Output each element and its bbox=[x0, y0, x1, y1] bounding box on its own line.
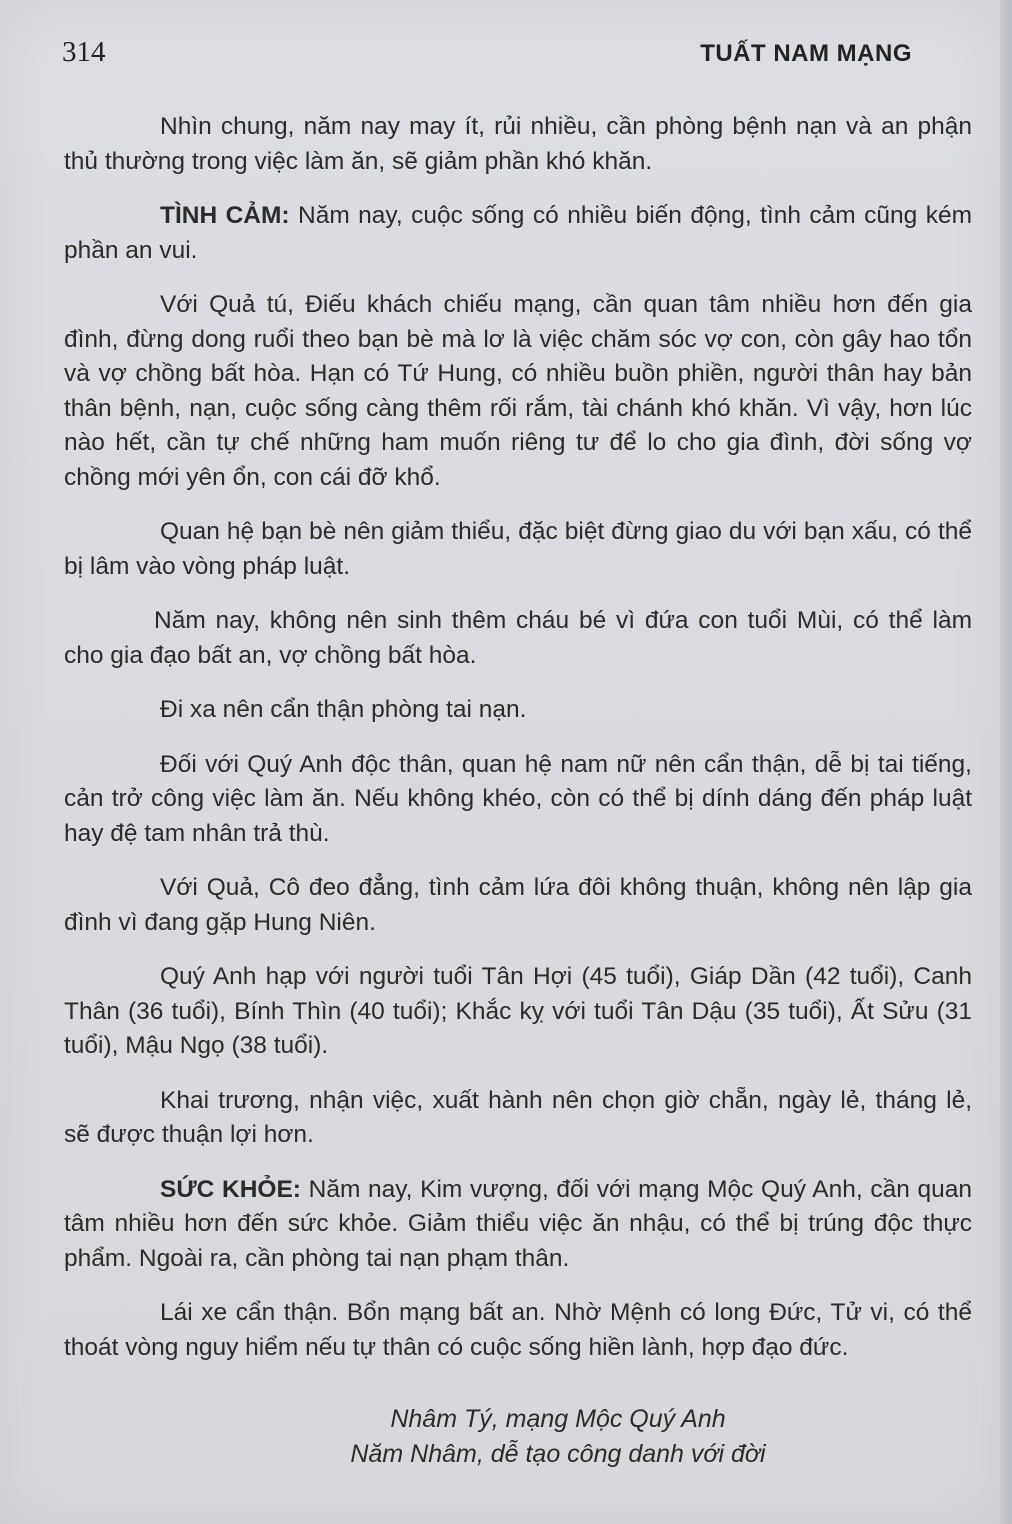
paragraph-text: Năm nay, không nên sinh thêm cháu bé vì đứa con tuổi Mùi, có thể làm cho gia đạo bất an, vợ chồng bất hòa. bbox=[64, 607, 972, 669]
paragraph-text: Đối với Quý Anh độc thân, quan hệ nam nữ nên cẩn thận, dễ bị tai tiếng, cản trở công việc làm ăn. Nếu không khéo, còn có thể bị dính dáng đến pháp luật hay đệ tam nhân trả thù. bbox=[64, 750, 972, 847]
paragraph-text: Năm nay, cuộc sống có nhiều biến động, tình cảm cũng kém phần an vui. bbox=[64, 202, 972, 264]
paragraph-text: Với Quả tú, Điếu khách chiếu mạng, cần quan tâm nhiều hơn đến gia đình, đừng dong ruổi theo bạn bè mà lơ là việc chăm sóc vợ con, còn gây hao tổn và vợ chồng bất hòa. Hạn có Tứ Hung, có nhiều buồn phiền, người thân hay bản thân bệnh, nạn, cuộc sống càng thêm rối rắm, tài chánh khó khăn. Vì vậy, hơn lúc nào hết, cần tự chế những ham muốn riêng tư để lo cho gia đình, đời sống vợ chồng mới yên ổn, con cái đỡ khổ. bbox=[64, 291, 972, 491]
paragraph bbox=[64, 871, 972, 940]
page-number: 314 bbox=[62, 36, 106, 68]
page-header bbox=[62, 36, 912, 76]
paragraph bbox=[64, 748, 972, 852]
paragraph bbox=[64, 960, 972, 1064]
section-label-tinh-cam: TÌNH CẢM: bbox=[160, 202, 290, 229]
section-caption bbox=[64, 1402, 972, 1472]
section-label-suc-khoe: SỨC KHỎE: bbox=[160, 1175, 301, 1203]
paragraph-text: Lái xe cẩn thận. Bổn mạng bất an. Nhờ Mệnh có long Đức, Tử vi, có thể thoát vòng nguy hiểm nếu tự thân có cuộc sống hiền lành, hợp đạo đức. bbox=[64, 1299, 972, 1361]
caption-line-2: Năm Nhâm, dễ tạo công danh với đời bbox=[350, 1440, 766, 1468]
paragraph-section-suc-khoe bbox=[64, 1173, 972, 1277]
paragraph-text: Quan hệ bạn bè nên giảm thiểu, đặc biệt đừng giao du với bạn xấu, có thể bị lâm vào vòng pháp luật. bbox=[64, 518, 972, 580]
paragraph-text: Năm nay, Kim vượng, đối với mạng Mộc Quý Anh, cần quan tâm nhiều hơn đến sức khỏe. Giảm thiểu việc ăn nhậu, có thể bị trúng độc thực phẩm. Ngoài ra, cần phòng tai nạn phạm thân. bbox=[64, 1175, 973, 1272]
paragraph-text: Đi xa nên cẩn thận phòng tai nạn. bbox=[160, 696, 527, 723]
paragraph bbox=[64, 693, 972, 728]
paragraph-section-tinh-cam bbox=[64, 199, 972, 268]
paragraph bbox=[64, 1296, 972, 1365]
paragraph-text: Với Quả, Cô đeo đẳng, tình cảm lứa đôi không thuận, không nên lập gia đình vì đang gặp Hung Niên. bbox=[64, 874, 972, 936]
body-text bbox=[64, 110, 972, 1385]
running-head: TUẤT NAM MẠNG bbox=[700, 40, 912, 67]
paragraph-text: Nhìn chung, năm nay may ít, rủi nhiều, cần phòng bệnh nạn và an phận thủ thường trong việc làm ăn, sẽ giảm phần khó khăn. bbox=[64, 113, 972, 175]
paragraph bbox=[64, 288, 972, 495]
caption-line-1: Nhâm Tý, mạng Mộc Quý Anh bbox=[390, 1405, 726, 1433]
paragraph bbox=[64, 1084, 972, 1153]
page-edge bbox=[1000, 0, 1012, 1524]
paragraph bbox=[64, 515, 972, 584]
paragraph-text: Khai trương, nhận việc, xuất hành nên chọn giờ chẵn, ngày lẻ, tháng lẻ, sẽ được thuận lợi hơn. bbox=[64, 1086, 972, 1148]
paragraph bbox=[64, 604, 972, 673]
paragraph-text: Quý Anh hạp với người tuổi Tân Hợi (45 tuổi), Giáp Dần (42 tuổi), Canh Thân (36 tuổi), Bính Thìn (40 tuổi); Khắc kỵ với tuổi Tân Dậu (35 tuổi), Ất Sửu (31 tuổi), Mậu Ngọ (38 tuổi). bbox=[64, 963, 972, 1059]
paragraph bbox=[64, 110, 972, 179]
